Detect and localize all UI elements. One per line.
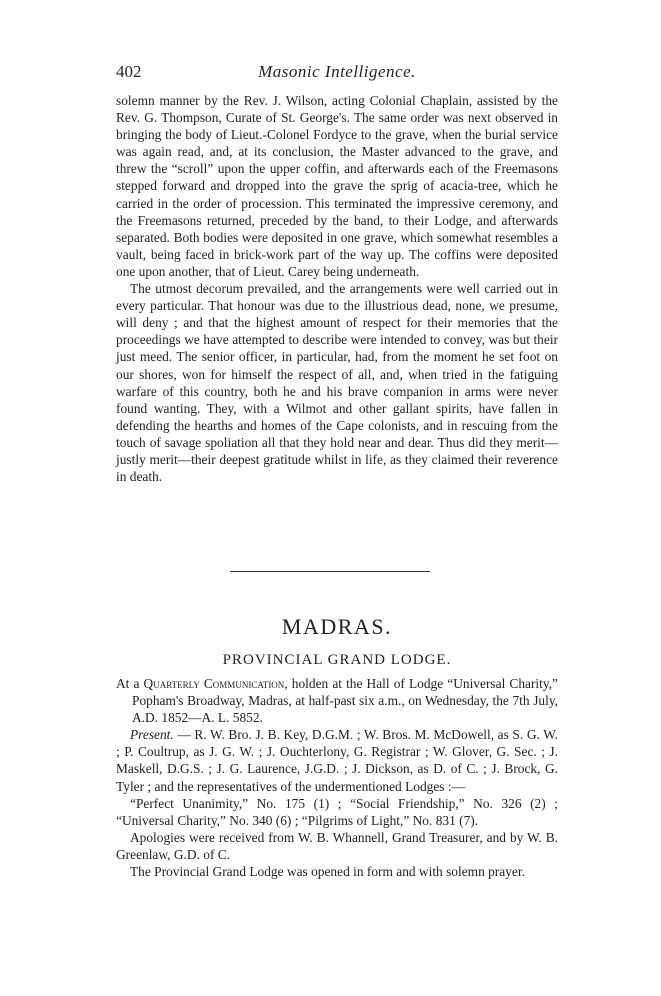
paragraph: solemn manner by the Rev. J. Wilson, acting Colonial Chaplain, assisted by the Rev. G. Thompson, Curate of St. George's. The same order was next observed in bringing the body of Lieut.-Colonel Fordyce to the grave, when the burial service was again read, and, at its conclusion, the Master advanced to the grave, and threw the “scroll” upon the upper coffin, and afterwards each of the Freemasons stepped forward and dropped into the grave the sprig of acacia-tree, which he carried in the order of procession. This terminated the impressive ceremony, and the Freemasons returned, preceded by the band, to their Lodge, and afterwards separated. Both bodies were deposited in one grave, which somewhat resembles a vault, being faced in brick-work part of the way up. The coffins were deposited one upon another, that of Lieut. Carey being underneath. bbox=[116, 93, 558, 279]
paragraph: “Perfect Unanimity,” No. 175 (1) ; “Social Friendship,” No. 326 (2) ; “Universal Charity,” No. 340 (6) ; “Pilgrims of Light,” No. 831 (7). bbox=[116, 795, 558, 828]
paragraph: Apologies were received from W. B. Whannell, Grand Treasurer, and by W. B. Greenlaw, G.D. of C. bbox=[116, 829, 558, 862]
paragraph: The utmost decorum prevailed, and the arrangements were well carried out in every particular. That honour was due to the illustrious dead, none, we presume, will deny ; and that the highest amount of respect for their memories that the proceedings we have attempted to describe were intended to convey, was but their just meed. The senior officer, in particular, had, from the moment he set foot on our shores, won for himself the respect of all, and, when tried in the fatiguing warfare of this country, both he and his brave companion in arms were never found wanting. They, with a Wilmot and other gallant spirits, have fallen in defending the hearths and homes of the Cape colonists, and in rescuing from the touch of savage spoliation all that they hold near and dear. Thus did they merit—justly merit—their deepest gratitude whilst in life, as they claimed their reverence in death. bbox=[116, 281, 558, 485]
article-madras bbox=[116, 675, 558, 880]
text-run: — R. W. Bro. J. B. Key, D.G.M. ; W. Bros. M. McDowell, as S. G. W. ; P. Coultrup, as J. G. W. ; J. Ouchterlony, G. Registrar ; W. Glover, G. Sec. ; J. Maskell, D.G.S. ; J. G. Laurence, J.G.D. ; J. Dickson, as D. of C. ; J. Brock, G. Tyler ; and the representatives of the undermentioned Lodges :— bbox=[116, 727, 558, 794]
text-run: At a bbox=[116, 676, 144, 691]
text-run: , holden at the Hall of Lodge “Universal Charity,” Popham's Broadway, Madras, at half-past six a.m., on Wednesday, the 7th July, A.D. 1852—A. L. 5852. bbox=[132, 676, 558, 726]
section-subtitle: PROVINCIAL GRAND LODGE. bbox=[222, 652, 452, 668]
paragraph bbox=[116, 675, 558, 726]
paragraph: The Provincial Grand Lodge was opened in form and with solemn prayer. bbox=[130, 864, 525, 880]
page-number: 402 bbox=[116, 62, 142, 81]
paragraph bbox=[116, 726, 558, 794]
article-funeral bbox=[116, 92, 558, 485]
text-run-small-caps: Quarterly Communication bbox=[143, 676, 285, 691]
section-divider bbox=[230, 571, 430, 572]
section-title: MADRAS. bbox=[281, 614, 393, 639]
page-header bbox=[116, 62, 558, 86]
present-label: Present. bbox=[130, 727, 174, 743]
running-title: Masonic Intelligence. bbox=[258, 62, 416, 81]
